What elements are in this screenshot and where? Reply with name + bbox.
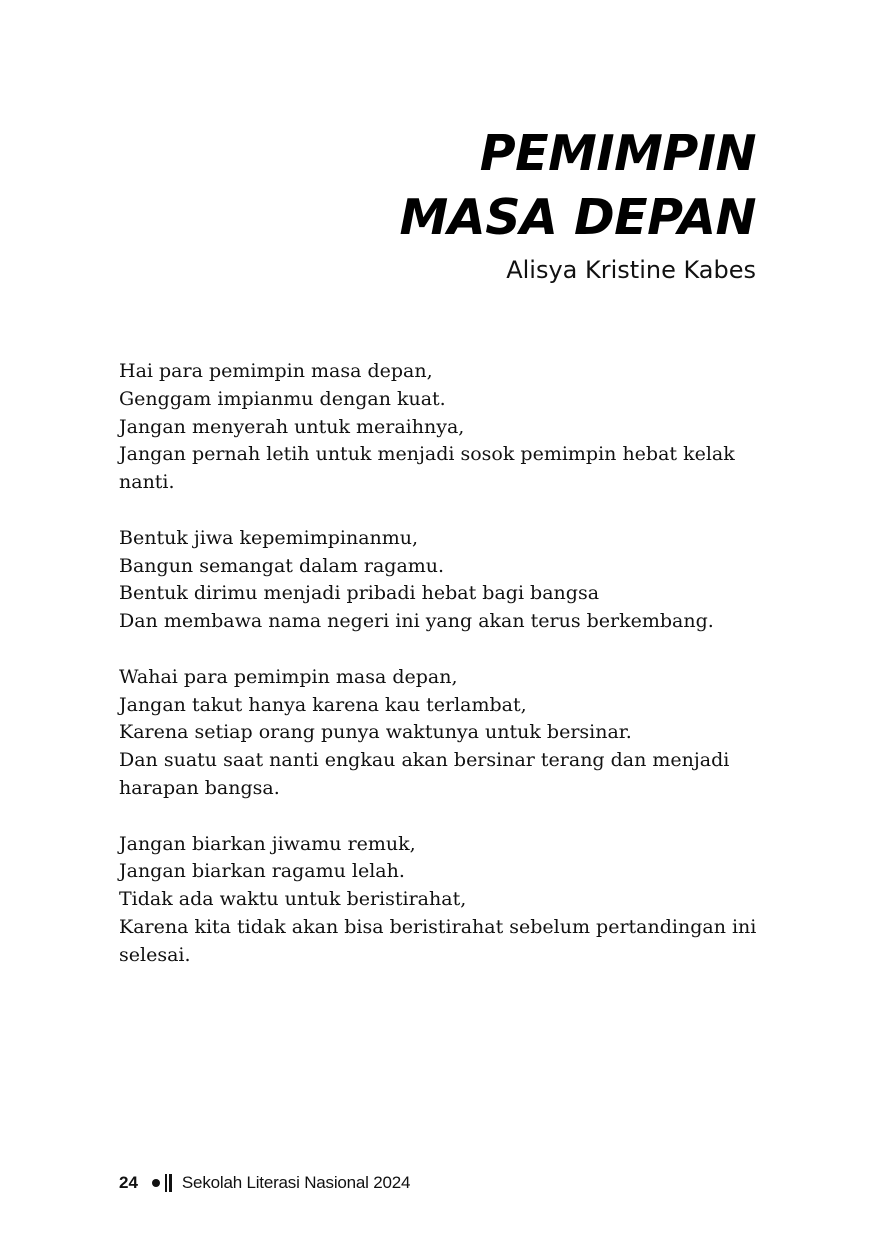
poem-line: Bentuk jiwa kepemimpinanmu, xyxy=(119,526,419,549)
poem-line: Jangan biarkan ragamu lelah. xyxy=(119,860,405,883)
stanza xyxy=(119,664,759,803)
poem-line: Jangan menyerah untuk meraihnya, xyxy=(119,415,465,438)
poem-line: Karena kita tidak akan bisa beristirahat sebelum pertandingan ini selesai. xyxy=(119,915,757,966)
poem-line: Bangun semangat dalam ragamu. xyxy=(119,554,445,577)
stanza xyxy=(119,358,759,497)
stanza xyxy=(119,525,759,636)
poem-line: Dan suatu saat nanti engkau akan bersinar terang dan menjadi harapan bangsa. xyxy=(119,749,730,799)
poem-line: Genggam impianmu dengan kuat. xyxy=(119,387,446,410)
poem-line: Bentuk dirimu menjadi pribadi hebat bagi bangsa xyxy=(119,582,600,605)
footer-divider-icon xyxy=(152,1174,172,1192)
stanza xyxy=(119,831,759,970)
footer-publication-title: Sekolah Literasi Nasional 2024 xyxy=(181,1173,411,1192)
poem-line: Jangan takut hanya karena kau terlambat, xyxy=(119,693,527,716)
page-number: 24 xyxy=(119,1173,138,1192)
poem-line: Wahai para pemimpin masa depan, xyxy=(119,665,458,688)
poem-line: Karena setiap orang punya waktunya untuk bersinar. xyxy=(119,721,632,744)
poem-author: Alisya Kristine Kabes xyxy=(506,256,756,284)
poem-line: Dan membawa nama negeri ini yang akan terus berkembang. xyxy=(119,610,714,633)
poem-line: Jangan biarkan jiwamu remuk, xyxy=(119,832,416,855)
page-footer xyxy=(119,1170,410,1196)
poem-line: Hai para pemimpin masa depan, xyxy=(119,360,433,382)
title-block xyxy=(400,122,756,286)
poem-line: Jangan pernah letih untuk menjadi sosok pemimpin hebat kelak nanti. xyxy=(119,443,735,494)
poem-body xyxy=(119,358,759,970)
poem-title-line-1: PEMIMPIN xyxy=(479,125,756,182)
poem-title-line-2: MASA DEPAN xyxy=(399,189,756,246)
poem-line: Tidak ada waktu untuk beristirahat, xyxy=(119,888,467,911)
